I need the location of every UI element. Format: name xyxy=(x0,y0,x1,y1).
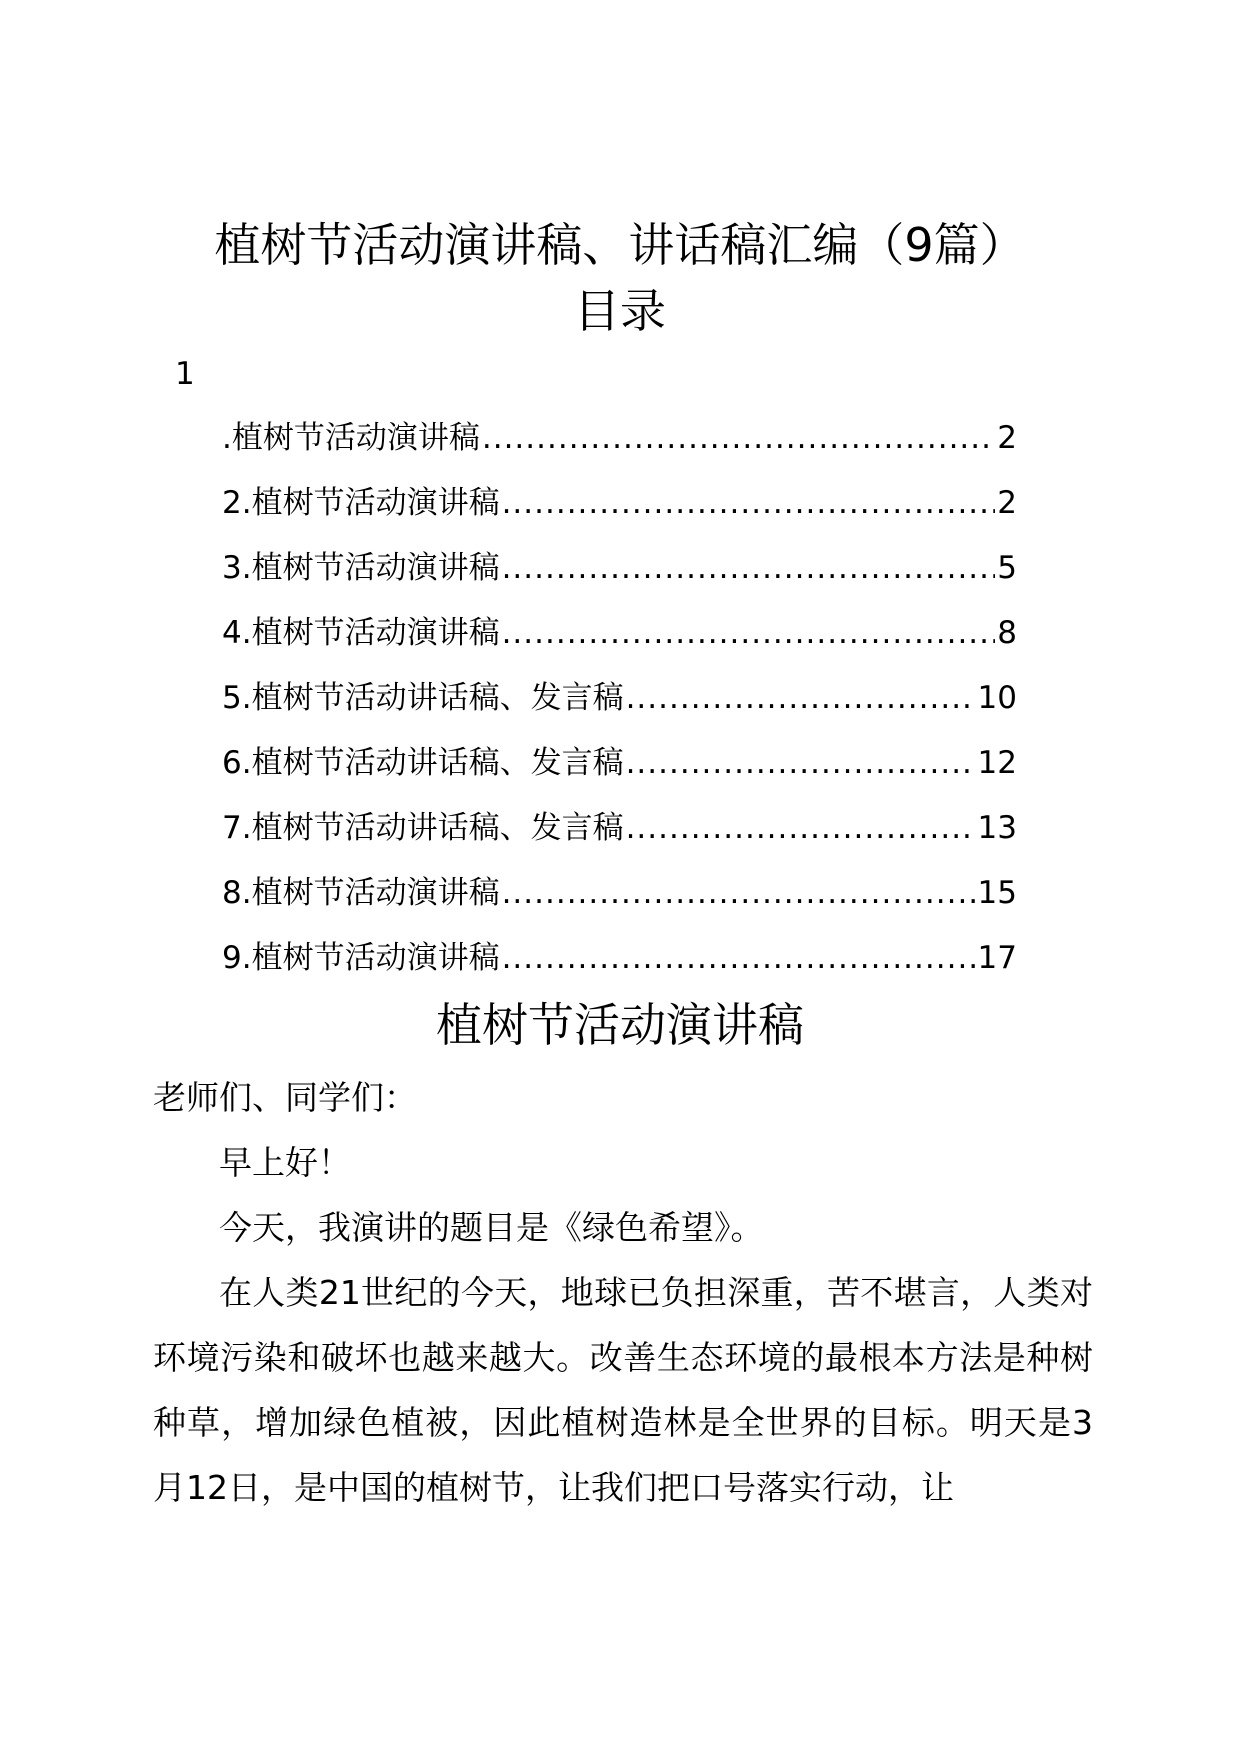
toc-entry-page: 5 xyxy=(997,550,1017,586)
toc-dot-leader xyxy=(502,613,996,653)
toc-dot-leader xyxy=(482,418,995,458)
table-of-contents xyxy=(222,418,1017,1003)
toc-entry[interactable] xyxy=(222,548,1017,613)
toc-entry-page: 13 xyxy=(977,810,1017,846)
toc-dot-leader xyxy=(626,808,976,848)
toc-dot-leader xyxy=(502,483,996,523)
toc-entry[interactable] xyxy=(222,873,1017,938)
toc-entry-label: 4.植树节活动演讲稿 xyxy=(222,615,500,651)
toc-entry-label: 5.植树节活动讲话稿、发言稿 xyxy=(222,680,624,716)
toc-entry-label: 7.植树节活动讲话稿、发言稿 xyxy=(222,810,624,846)
toc-entry[interactable] xyxy=(222,613,1017,678)
toc-entry-label: 9.植树节活动演讲稿 xyxy=(222,940,500,976)
toc-entry-page: 8 xyxy=(997,615,1017,651)
toc-dot-leader xyxy=(626,743,976,783)
toc-entry-label: .植树节活动演讲稿 xyxy=(222,420,480,456)
toc-entry[interactable] xyxy=(222,938,1017,1003)
toc-entry-label: 2.植树节活动演讲稿 xyxy=(222,485,500,521)
speech-body xyxy=(153,1065,1093,1520)
paragraph: 今天，我演讲的题目是《绿色希望》。 xyxy=(219,1208,764,1247)
toc-entry-label: 6.植树节活动讲话稿、发言稿 xyxy=(222,745,624,781)
toc-dot-leader xyxy=(502,873,976,913)
paragraph: 在人类21世纪的今天，地球已负担深重，苦不堪言，人类对环境污染和破坏也越来越大。改善生态环境的最根本方法是种树种草，增加绿色植被，因此植树造林是全世界的目标。明天是3月12日，是中国的植树节，让我们把口号落实行动，让 xyxy=(153,1273,1093,1507)
toc-entry-page: 17 xyxy=(977,940,1017,976)
toc-entry-page: 2 xyxy=(997,485,1017,521)
section-title: 植树节活动演讲稿 xyxy=(436,998,804,1052)
toc-entry-label: 3.植树节活动演讲稿 xyxy=(222,550,500,586)
toc-entry-page: 12 xyxy=(977,745,1017,781)
toc-entry-page: 10 xyxy=(977,680,1017,716)
toc-entry[interactable] xyxy=(222,483,1017,548)
salutation: 老师们、同学们： xyxy=(153,1078,417,1117)
paragraph: 早上好！ xyxy=(219,1143,351,1182)
toc-entry[interactable] xyxy=(222,743,1017,808)
toc-dot-leader xyxy=(626,678,976,718)
toc-entry-page: 15 xyxy=(977,875,1017,911)
toc-dot-leader xyxy=(502,938,976,978)
toc-heading: 目录 xyxy=(574,284,666,338)
document-title: 植树节活动演讲稿、讲话稿汇编（9篇） xyxy=(214,218,1026,272)
toc-entry-label: 8.植树节活动演讲稿 xyxy=(222,875,500,911)
toc-entry-page: 2 xyxy=(997,420,1017,456)
toc-stray-number: 1 xyxy=(175,356,195,392)
toc-dot-leader xyxy=(502,548,996,588)
toc-entry[interactable] xyxy=(222,808,1017,873)
toc-entry[interactable] xyxy=(222,418,1017,483)
toc-entry[interactable] xyxy=(222,678,1017,743)
